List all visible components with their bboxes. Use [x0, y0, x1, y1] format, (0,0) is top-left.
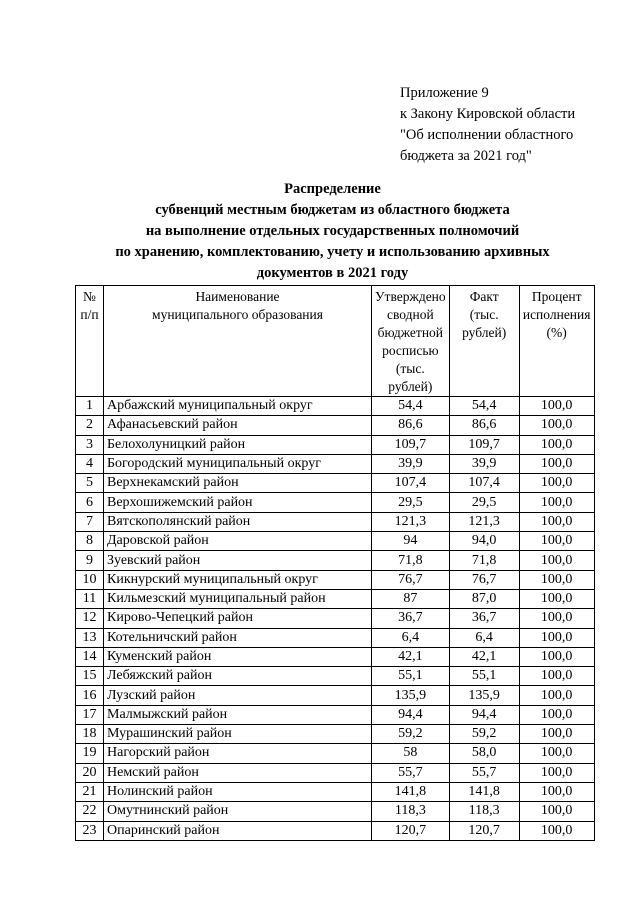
row-percent-value: 100,0 — [519, 725, 594, 744]
header-num-text: № п/п — [80, 289, 99, 322]
row-number: 15 — [76, 667, 104, 686]
row-municipality-name: Арбажский муниципальный округ — [104, 397, 372, 416]
row-approved-value: 94,4 — [372, 705, 450, 724]
row-fact-value: 36,7 — [449, 609, 519, 628]
row-number: 16 — [76, 686, 104, 705]
table-row — [76, 667, 595, 686]
row-municipality-name: Малмыжский район — [104, 705, 372, 724]
row-fact-value: 121,3 — [449, 512, 519, 531]
row-number: 14 — [76, 647, 104, 666]
row-municipality-name: Лебяжский район — [104, 667, 372, 686]
row-municipality-name: Даровской район — [104, 532, 372, 551]
title-line: Распределение — [284, 181, 381, 197]
row-fact-value: 6,4 — [449, 628, 519, 647]
appendix-line: "Об исполнении областного — [400, 127, 574, 143]
row-municipality-name: Верхнекамский район — [104, 474, 372, 493]
header-percent — [519, 286, 594, 397]
row-percent-value: 100,0 — [519, 435, 594, 454]
row-approved-value: 29,5 — [372, 493, 450, 512]
table-body — [76, 397, 595, 841]
row-municipality-name: Омутнинский район — [104, 802, 372, 821]
table-row — [76, 397, 595, 416]
table-row — [76, 493, 595, 512]
row-number: 6 — [76, 493, 104, 512]
row-municipality-name: Кирово-Чепецкий район — [104, 609, 372, 628]
row-approved-value: 55,7 — [372, 763, 450, 782]
table-row — [76, 551, 595, 570]
row-municipality-name: Белохолуницкий район — [104, 435, 372, 454]
table-row — [76, 763, 595, 782]
row-fact-value: 87,0 — [449, 589, 519, 608]
row-approved-value: 141,8 — [372, 782, 450, 801]
header-name — [104, 286, 372, 397]
row-approved-value: 120,7 — [372, 821, 450, 840]
row-number: 1 — [76, 397, 104, 416]
row-fact-value: 107,4 — [449, 474, 519, 493]
row-number: 17 — [76, 705, 104, 724]
row-municipality-name: Афанасьевский район — [104, 416, 372, 435]
document-title — [60, 179, 605, 284]
row-fact-value: 29,5 — [449, 493, 519, 512]
row-municipality-name: Куменский район — [104, 647, 372, 666]
header-fact — [449, 286, 519, 397]
header-percent-text: Процент исполнения (%) — [522, 289, 591, 340]
header-name-text: Наименование муниципального образования — [152, 289, 323, 322]
row-percent-value: 100,0 — [519, 493, 594, 512]
row-fact-value: 42,1 — [449, 647, 519, 666]
row-approved-value: 54,4 — [372, 397, 450, 416]
row-approved-value: 107,4 — [372, 474, 450, 493]
row-approved-value: 58 — [372, 744, 450, 763]
row-percent-value: 100,0 — [519, 686, 594, 705]
row-municipality-name: Вятскополянский район — [104, 512, 372, 531]
table-row — [76, 821, 595, 840]
row-approved-value: 121,3 — [372, 512, 450, 531]
table-row — [76, 609, 595, 628]
table-row — [76, 416, 595, 435]
row-municipality-name: Мурашинский район — [104, 725, 372, 744]
table-row — [76, 725, 595, 744]
row-number: 11 — [76, 589, 104, 608]
row-municipality-name: Опаринский район — [104, 821, 372, 840]
subvention-table — [75, 285, 595, 841]
row-percent-value: 100,0 — [519, 705, 594, 724]
row-fact-value: 120,7 — [449, 821, 519, 840]
table-row — [76, 628, 595, 647]
table-row — [76, 782, 595, 801]
table-row — [76, 435, 595, 454]
row-percent-value: 100,0 — [519, 589, 594, 608]
title-line: субвенций местным бюджетам из областного бюджета — [155, 202, 510, 218]
row-municipality-name: Зуевский район — [104, 551, 372, 570]
row-number: 4 — [76, 454, 104, 473]
row-municipality-name: Нолинский район — [104, 782, 372, 801]
row-percent-value: 100,0 — [519, 802, 594, 821]
row-fact-value: 109,7 — [449, 435, 519, 454]
row-approved-value: 36,7 — [372, 609, 450, 628]
header-approved — [372, 286, 450, 397]
row-fact-value: 86,6 — [449, 416, 519, 435]
table-header-row — [76, 286, 595, 397]
row-percent-value: 100,0 — [519, 628, 594, 647]
row-municipality-name: Лузский район — [104, 686, 372, 705]
row-number: 10 — [76, 570, 104, 589]
row-fact-value: 39,9 — [449, 454, 519, 473]
table-row — [76, 454, 595, 473]
row-percent-value: 100,0 — [519, 532, 594, 551]
row-number: 7 — [76, 512, 104, 531]
table-row — [76, 589, 595, 608]
header-fact-text: Факт (тыс. рублей) — [462, 289, 507, 340]
row-number: 23 — [76, 821, 104, 840]
row-percent-value: 100,0 — [519, 667, 594, 686]
row-approved-value: 71,8 — [372, 551, 450, 570]
row-number: 20 — [76, 763, 104, 782]
row-fact-value: 118,3 — [449, 802, 519, 821]
row-percent-value: 100,0 — [519, 474, 594, 493]
row-number: 3 — [76, 435, 104, 454]
row-number: 19 — [76, 744, 104, 763]
table-row — [76, 686, 595, 705]
row-percent-value: 100,0 — [519, 782, 594, 801]
row-municipality-name: Верхошижемский район — [104, 493, 372, 512]
table-row — [76, 474, 595, 493]
row-number: 21 — [76, 782, 104, 801]
row-approved-value: 109,7 — [372, 435, 450, 454]
row-municipality-name: Кикнурский муниципальный округ — [104, 570, 372, 589]
row-approved-value: 94 — [372, 532, 450, 551]
row-fact-value: 76,7 — [449, 570, 519, 589]
row-percent-value: 100,0 — [519, 647, 594, 666]
row-percent-value: 100,0 — [519, 821, 594, 840]
table-row — [76, 744, 595, 763]
row-approved-value: 76,7 — [372, 570, 450, 589]
row-percent-value: 100,0 — [519, 570, 594, 589]
row-approved-value: 59,2 — [372, 725, 450, 744]
header-num — [76, 286, 104, 397]
title-line: документов в 2021 году — [256, 265, 409, 281]
row-municipality-name: Нагорский район — [104, 744, 372, 763]
row-municipality-name: Немский район — [104, 763, 372, 782]
row-percent-value: 100,0 — [519, 397, 594, 416]
row-percent-value: 100,0 — [519, 512, 594, 531]
table-row — [76, 647, 595, 666]
appendix-line: бюджета за 2021 год" — [400, 148, 532, 164]
row-approved-value: 118,3 — [372, 802, 450, 821]
row-fact-value: 94,4 — [449, 705, 519, 724]
row-approved-value: 6,4 — [372, 628, 450, 647]
table-row — [76, 512, 595, 531]
row-approved-value: 87 — [372, 589, 450, 608]
row-fact-value: 135,9 — [449, 686, 519, 705]
row-percent-value: 100,0 — [519, 609, 594, 628]
table-row — [76, 570, 595, 589]
row-fact-value: 55,1 — [449, 667, 519, 686]
table-row — [76, 705, 595, 724]
row-fact-value: 71,8 — [449, 551, 519, 570]
row-percent-value: 100,0 — [519, 416, 594, 435]
row-fact-value: 59,2 — [449, 725, 519, 744]
row-municipality-name: Богородский муниципальный округ — [104, 454, 372, 473]
row-approved-value: 39,9 — [372, 454, 450, 473]
appendix-line: Приложение 9 — [400, 85, 489, 101]
title-line: на выполнение отдельных государственных полномочий — [145, 223, 520, 239]
row-municipality-name: Кильмезский муниципальный район — [104, 589, 372, 608]
appendix-line: к Закону Кировской области — [400, 106, 576, 122]
row-number: 2 — [76, 416, 104, 435]
row-number: 18 — [76, 725, 104, 744]
header-approved-text: Утверждено сводной бюджетной росписью (тыс. рублей) — [375, 289, 446, 394]
row-municipality-name: Котельничский район — [104, 628, 372, 647]
row-percent-value: 100,0 — [519, 551, 594, 570]
row-number: 12 — [76, 609, 104, 628]
appendix-block — [400, 83, 575, 167]
row-number: 8 — [76, 532, 104, 551]
row-number: 5 — [76, 474, 104, 493]
row-approved-value: 135,9 — [372, 686, 450, 705]
row-approved-value: 86,6 — [372, 416, 450, 435]
row-percent-value: 100,0 — [519, 454, 594, 473]
row-approved-value: 42,1 — [372, 647, 450, 666]
title-line: по хранению, комплектованию, учету и использованию архивных — [115, 244, 550, 260]
table-row — [76, 532, 595, 551]
row-number: 9 — [76, 551, 104, 570]
table-row — [76, 802, 595, 821]
row-approved-value: 55,1 — [372, 667, 450, 686]
row-fact-value: 141,8 — [449, 782, 519, 801]
row-number: 13 — [76, 628, 104, 647]
row-fact-value: 54,4 — [449, 397, 519, 416]
row-number: 22 — [76, 802, 104, 821]
row-fact-value: 58,0 — [449, 744, 519, 763]
row-percent-value: 100,0 — [519, 763, 594, 782]
row-fact-value: 94,0 — [449, 532, 519, 551]
row-fact-value: 55,7 — [449, 763, 519, 782]
row-percent-value: 100,0 — [519, 744, 594, 763]
